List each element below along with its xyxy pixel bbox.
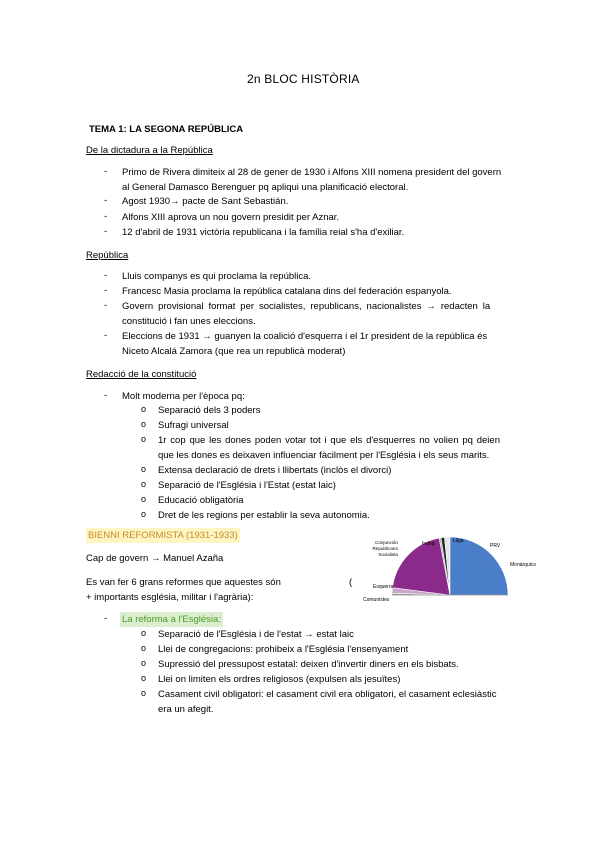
sub-list-item: Separació de l'Església i l'Estat (estat laic) [158,480,336,491]
cap-de-govern: Cap de govern → Manuel Azaña [86,553,224,564]
bullet-marker: o [141,628,147,638]
label-conjuncion-line: Conjunción [375,540,398,545]
sub-list-item: Separació dels 3 poders [158,405,261,416]
list-item: Eleccions de 1931 → guanyen la coalició d'esquerra i el 1r president de la república és [122,331,488,342]
bullet-marker: o [141,464,147,474]
dash-marker: - [104,226,108,237]
sub-list-item: Dret de les regions per establir la seva autonomia. [158,510,370,521]
label-monarquics: Monàrquics [510,562,536,568]
section-heading-republica: República [86,250,129,261]
label-conjuncion [372,540,398,557]
sub-list-item: Llei de congregacions: prohibeix a l'Església l'ensenyament [158,644,409,655]
page-title: 2n BLOC HISTÒRIA [247,72,360,86]
list-item: constitució i fan unes eleccions. [122,316,256,327]
open-parenthesis: ( [349,577,353,588]
bullet-marker: o [141,419,147,429]
dash-marker: - [104,166,108,177]
reformes-line-2: + importants església, militar i l'agrària): [86,592,254,603]
dash-marker: - [104,390,108,401]
label-comunistes: Comunistes [363,597,390,603]
label-prv: PRV [490,543,501,549]
list-item: Alfons XIII aprova un nou govern presidit per Aznar. [122,212,340,223]
bullet-marker: o [141,643,147,653]
dash-marker: - [104,300,108,311]
dash-marker: - [104,285,108,296]
list-item: Niceto Alcalá Zamora (que rea un republicà moderat) [122,346,346,357]
dash-marker: - [104,270,108,281]
bullet-marker: o [141,509,147,519]
bullet-marker: o [141,494,147,504]
list-item: Francesc Masia proclama la república catalana dins del federación espanyola. [122,286,452,297]
dash-marker: - [104,613,108,624]
label-conjuncion-line: Socialista [378,552,398,557]
sub-list-item: Supressió del pressupost estatal: deixen d'invertir diners en els bisbats. [158,659,459,670]
list-item: al General Damasco Berenguer pq apliqui una planificació electoral. [122,182,409,193]
section-heading-constitucio: Redacció de la constitució [86,369,197,380]
sub-list-item: Casament civil obligatori: el casament civil era obligatori, el casament eclesiàstic [158,689,497,700]
sub-list-item: Sufragi universal [158,420,229,431]
bullet-marker: o [141,434,147,444]
label-esquerra: Esquerra [373,584,394,590]
bullet-marker: o [141,673,147,683]
label-conjuncion-line: Republicano [372,546,398,551]
list-item: Primo de Rivera dimiteix al 28 de gener de 1930 i Alfons XIII nomena president del govern [122,167,502,178]
section-heading-bienni: BIENNI REFORMISTA (1931-1933) [88,530,238,541]
dash-marker: - [104,211,108,222]
label-indep: Indep. [422,541,436,547]
list-item: Agost 1930→ pacte de Sant Sebastián. [122,196,289,207]
list-item: Govern provisional format per socialistes, republicans, nacionalistes → redacten la [122,301,491,312]
sub-list-item: Separació de l'Església i de l'estat → estat laic [158,629,354,640]
sub-list-item: que les dones es deixaven influenciar fàcilment per l'Església i els seus marits. [158,450,490,461]
dash-marker: - [104,195,108,206]
dash-marker: - [104,330,108,341]
tema-heading: TEMA 1: LA SEGONA REPÚBLICA [89,124,244,135]
sub-list-item: Llei on limiten els ordres religiosos (expulsen als jesuïtes) [158,674,401,685]
elections-half-pie-chart [360,535,536,615]
sub-list-item: Educació obligatòria [158,495,244,506]
list-item: Lluis companys es qui proclama la república. [122,271,312,282]
reformes-line-1: Es van fer 6 grans reformes que aquestes són [86,577,281,588]
list-item: 12 d'abril de 1931 victòria republicana i la família reial s'ha d'exiliar. [122,227,405,238]
list-item: Molt moderna per l'època pq: [122,391,245,402]
section-heading-dictadura: De la dictadura a la República [86,145,213,156]
sub-list-item: Extensa declaració de drets i llibertats (inclòs el divorci) [158,465,392,476]
bullet-marker: o [141,658,147,668]
sub-heading-reforma-esglesia: La reforma a l'Església: [122,614,221,625]
bullet-marker: o [141,479,147,489]
bullet-marker: o [141,404,147,414]
bullet-marker: o [141,688,147,698]
sub-list-item: 1r cop que les dones poden votar tot i que els d'esquerres no volien pq deien [158,435,500,446]
sub-list-item: era un afegit. [158,704,214,715]
label-lliga: Lliga [453,538,464,544]
